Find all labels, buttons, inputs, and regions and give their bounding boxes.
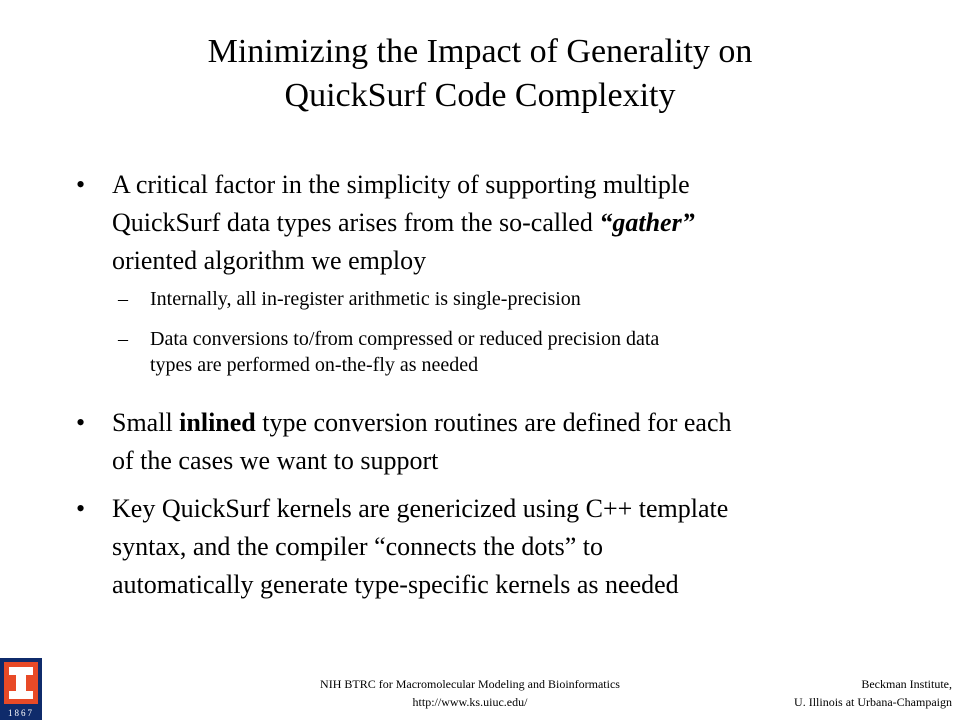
logo-year: 1867 [8,708,34,718]
bullet-marker: • [76,408,86,437]
bullet-3-line-1: Key QuickSurf kernels are genericized using C++ template [112,494,729,523]
slide-title-line-2: QuickSurf Code Complexity [284,77,676,114]
university-logo [0,658,42,720]
sub-bullet-2-line-1: Data conversions to/from compressed or reduced precision data [150,328,660,350]
bullet-2-line-1: Small inlined type conversion routines are defined for each [112,408,732,437]
gather-emphasis: “gather” [599,208,695,237]
sub-bullet-marker: – [118,328,128,350]
footer-institute: Beckman Institute, [861,677,952,691]
bullet-1-line-1: A critical factor in the simplicity of supporting multiple [112,170,690,199]
bullet-marker: • [76,494,86,523]
sub-bullet-2-line-2: types are performed on-the-fly as needed [150,354,479,376]
sub-bullet-marker: – [118,288,128,310]
bullet-3-line-2: syntax, and the compiler “connects the dots” to [112,532,603,561]
bullet-2-line-2: of the cases we want to support [112,446,439,475]
bullet-2 [76,404,892,480]
bullet-3 [76,490,892,604]
bullet-1-line-3: oriented algorithm we employ [112,246,427,275]
inlined-emphasis: inlined [179,408,256,437]
bullet-1 [76,166,892,280]
sub-bullet-1-line-1: Internally, all in-register arithmetic is single-precision [150,288,581,310]
bullet-1-line-2: QuickSurf data types arises from the so-called “gather” [112,208,695,237]
block-i-icon [0,658,42,720]
bullet-3-line-3: automatically generate type-specific kernels as needed [112,570,679,599]
footer-university: U. Illinois at Urbana-Champaign [794,695,952,709]
slide-title-line-1: Minimizing the Impact of Generality on [207,33,753,70]
footer-right [692,675,952,711]
footer-url: http://www.ks.uiuc.edu/ [412,695,528,709]
sub-bullet-1 [118,286,850,312]
bullet-marker: • [76,170,86,199]
sub-bullet-2 [118,326,850,378]
footer-left [300,675,640,711]
footer-organization: NIH BTRC for Macromolecular Modeling and Bioinformatics [320,677,620,691]
